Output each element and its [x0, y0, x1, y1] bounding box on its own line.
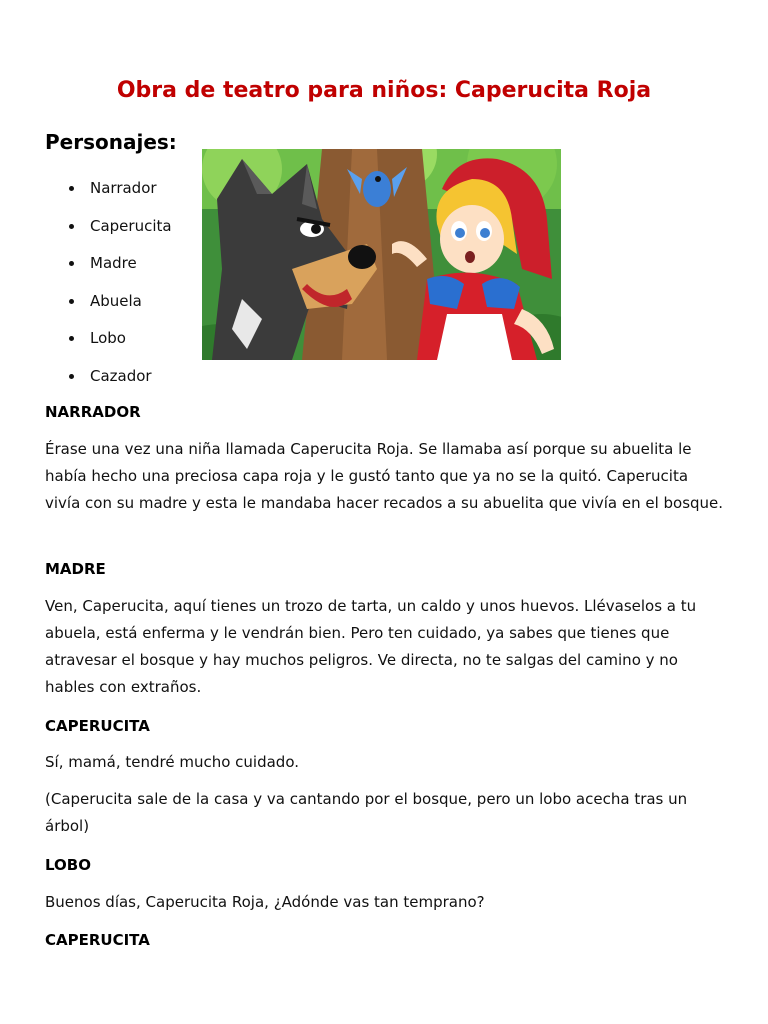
wolf-pupil [311, 224, 321, 234]
wolf-nose [348, 245, 376, 269]
character-item: Narrador [90, 170, 172, 208]
dialogue-text: Buenos días, Caperucita Roja, ¿Adónde vas tan temprano? [45, 893, 485, 911]
speaker-label: MADRE [45, 560, 106, 578]
girl-sleeve [482, 278, 520, 309]
dialogue-text: Ven, Caperucita, aquí tienes un trozo de tarta, un caldo y unos huevos. Llévaselos a tu abuela, está enferma y le vendrán bien. Pero ten cuidado, ya sabes que tienes que atravesar el bosque y hay muchos peligros. Ve directa, no te salgas del camino y no hables con extraños. [45, 597, 697, 696]
characters-heading: Personajes: [45, 130, 177, 154]
illustration-svg [202, 149, 561, 360]
girl-apron [437, 314, 512, 360]
speaker-label: CAPERUCITA [45, 717, 150, 735]
speaker-label: LOBO [45, 856, 91, 874]
bird-eye [375, 176, 381, 182]
character-item: Lobo [90, 320, 172, 358]
girl-mouth [465, 251, 475, 263]
girl-face [440, 205, 504, 273]
speaker-label: CAPERUCITA [45, 931, 150, 949]
wolf-and-red-riding-hood-illustration [202, 149, 561, 360]
character-item: Cazador [90, 358, 172, 396]
page-title: Obra de teatro para niños: Caperucita Roja [116, 78, 652, 103]
girl-pupil [455, 228, 465, 238]
character-item: Madre [90, 245, 172, 283]
dialogue-text: Sí, mamá, tendré mucho cuidado. [45, 753, 299, 771]
girl-pupil [480, 228, 490, 238]
character-item: Caperucita [90, 208, 172, 246]
speaker-label: NARRADOR [45, 403, 141, 421]
character-item: Abuela [90, 283, 172, 321]
dialogue-text: Érase una vez una niña llamada Caperucita Roja. Se llamaba así porque su abuelita le había hecho una preciosa capa roja y le gustó tanto que ya no se la quitó. Caperucita vivía con su madre y esta le mandaba hacer recados a su abuelita que vivía en el bosque. [45, 440, 724, 512]
characters-list [45, 170, 172, 395]
stage-direction: (Caperucita sale de la casa y va cantando por el bosque, pero un lobo acecha tras un árbol) [45, 790, 688, 835]
